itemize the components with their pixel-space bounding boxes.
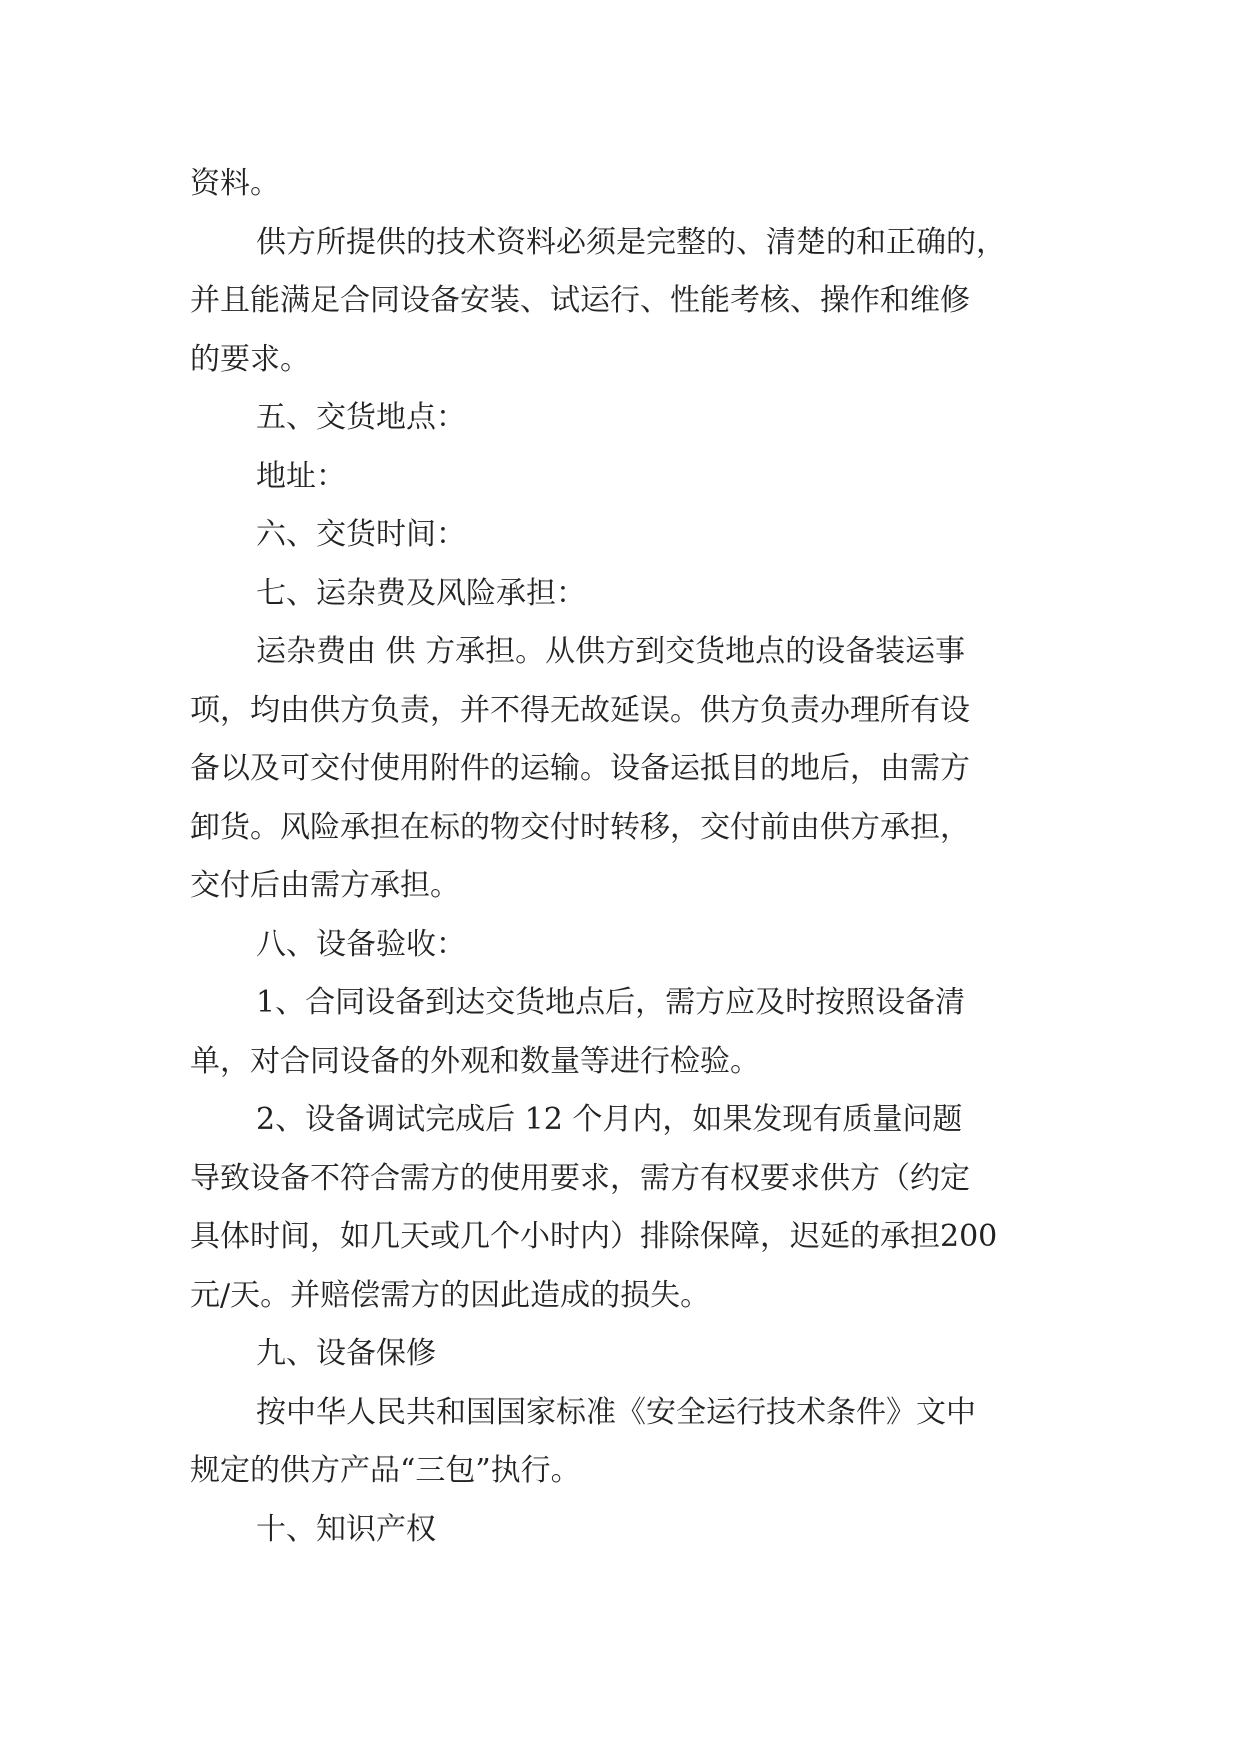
text-line: 并且能满足合同设备安装、试运行、性能考核、操作和维修 — [190, 283, 970, 318]
text-line: 具体时间，如几天或几个小时内）排除保障，迟延的承担200 — [190, 1219, 998, 1254]
address-label: 地址： — [256, 458, 346, 494]
text-line: 交付后由需方承担。 — [190, 868, 460, 903]
text-line: 导致设备不符合需方的使用要求，需方有权要求供方（约定 — [190, 1160, 970, 1196]
text-line: 备以及可交付使用附件的运输。设备运抵目的地后，由需方 — [190, 751, 970, 786]
paragraph-start: 供方所提供的技术资料必须是完整的、清楚的和正确的， — [256, 224, 1006, 260]
section-heading-7: 七、运杂费及风险承担： — [256, 575, 586, 611]
list-item-2: 2、设备调试完成后 12 个月内，如果发现有质量问题 — [256, 1102, 963, 1137]
section-heading-9: 九、设备保修 — [256, 1336, 436, 1371]
text-line: 单，对合同设备的外观和数量等进行检验。 — [190, 1043, 760, 1079]
section-heading-6: 六、交货时间： — [256, 517, 466, 552]
text-line: 规定的供方产品“三包”执行。 — [190, 1453, 581, 1488]
text-line: 项，均由供方负责，并不得无故延误。供方负责办理所有设 — [190, 692, 970, 728]
text-line: 卸货。风险承担在标的物交付时转移，交付前由供方承担， — [190, 809, 970, 845]
text-line: 元/天。并赔偿需方的因此造成的损失。 — [190, 1277, 711, 1313]
document-body — [190, 155, 1070, 1559]
text-line: 资料。 — [190, 166, 280, 201]
list-item-1: 1、合同设备到达交货地点后，需方应及时按照设备清 — [256, 985, 966, 1020]
section-heading-10: 十、知识产权 — [256, 1511, 436, 1547]
section-heading-5: 五、交货地点： — [256, 400, 466, 435]
paragraph-start: 按中华人民共和国国家标准《安全运行技术条件》文中 — [256, 1394, 976, 1430]
paragraph-start: 运杂费由 供 方承担。从供方到交货地点的设备装运事 — [256, 634, 966, 669]
text-line: 的要求。 — [190, 341, 310, 377]
section-heading-8: 八、设备验收： — [256, 926, 466, 962]
